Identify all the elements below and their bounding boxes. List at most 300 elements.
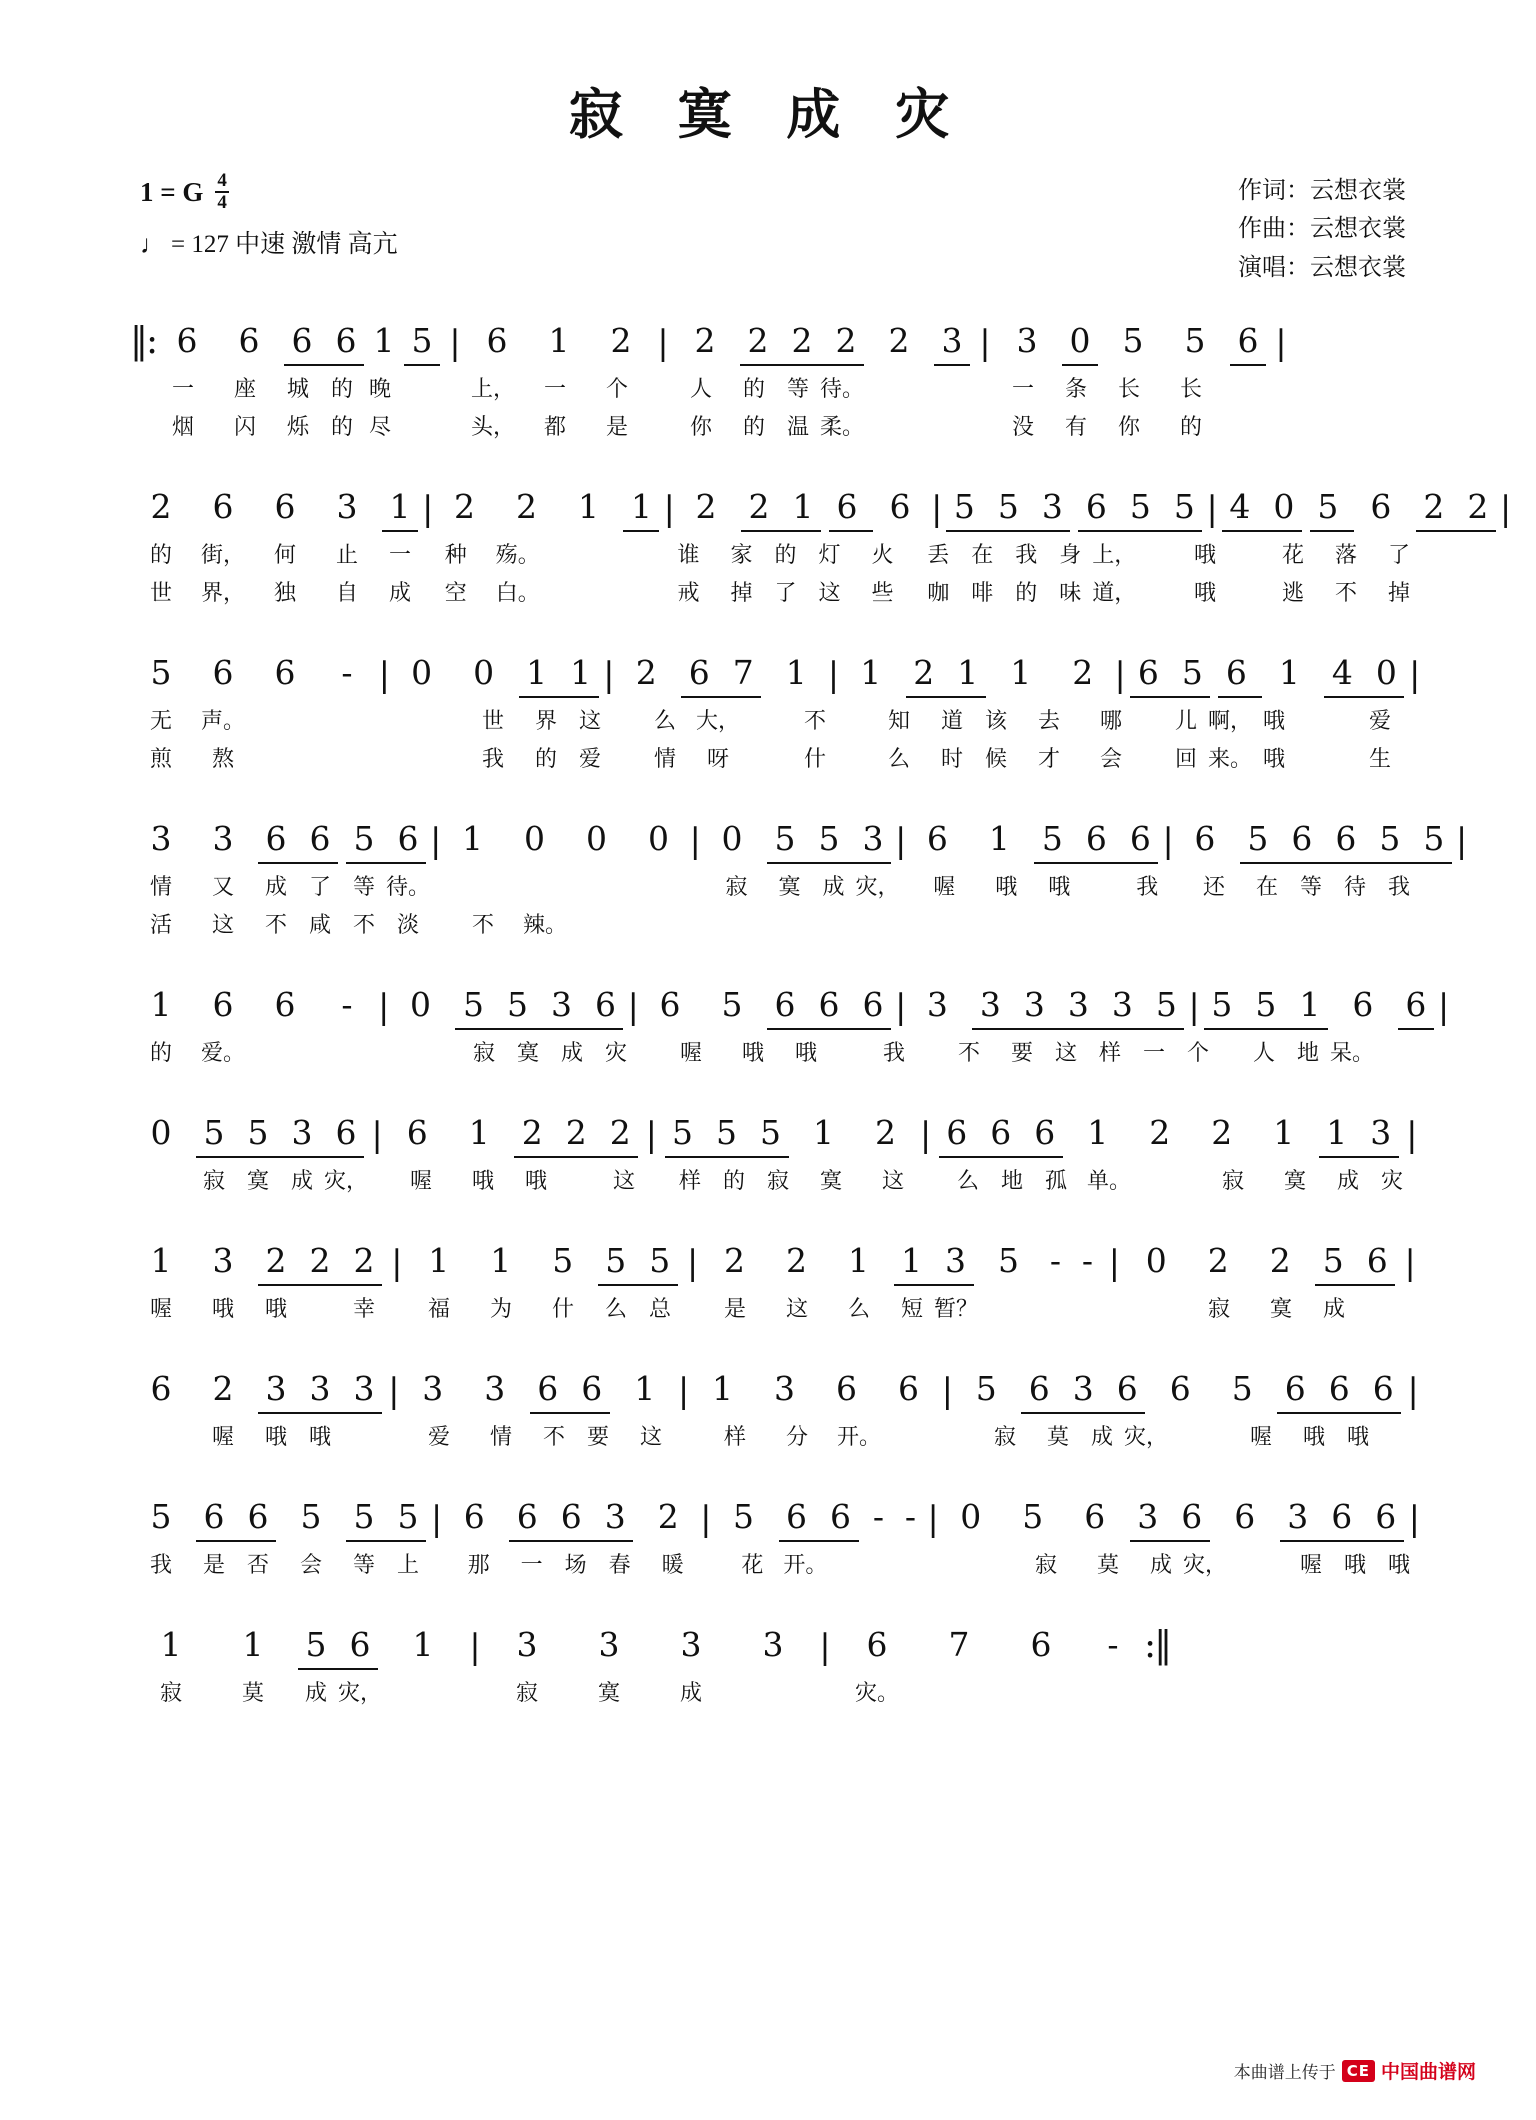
lyric: 落 xyxy=(1334,543,1357,569)
lyric: 成 xyxy=(1090,1425,1113,1451)
lyric: 这 xyxy=(818,581,841,607)
note: - xyxy=(1081,1241,1094,1281)
lyric: 不 xyxy=(957,1041,980,1067)
barline: | xyxy=(1455,821,1468,862)
note: 3 xyxy=(926,985,948,1025)
note: 3 xyxy=(212,819,234,859)
lyric: 世 xyxy=(149,581,172,607)
lyric: 界 xyxy=(534,709,557,735)
note: 1 xyxy=(813,1113,834,1153)
lyric: 成 xyxy=(822,875,845,901)
note: 3 xyxy=(1016,321,1038,361)
note: 6 xyxy=(280,321,324,370)
note: 2 xyxy=(212,1369,234,1409)
lyric: 哦 xyxy=(1388,1553,1411,1579)
lyric: 等 xyxy=(786,377,809,403)
lyric: 这 xyxy=(639,1425,662,1451)
barline: | xyxy=(700,1499,712,1540)
system-6 xyxy=(130,1104,1421,1198)
note: 5 xyxy=(150,653,172,693)
lyric: 寂 xyxy=(515,1681,538,1707)
lyric: 声。 xyxy=(200,709,245,735)
lyric: 哦 xyxy=(524,1169,547,1195)
note: 6 xyxy=(659,985,681,1025)
note: 6 xyxy=(763,985,807,1034)
barline: | xyxy=(663,489,675,530)
note: 1 xyxy=(1010,653,1032,693)
lyric: 你 xyxy=(689,415,712,441)
note: 6 xyxy=(505,1497,549,1546)
credit-composer: 作曲：云想衣裳 xyxy=(1238,214,1406,243)
note: 5 xyxy=(1368,819,1412,868)
note: 3 xyxy=(422,1369,444,1409)
lyric: 等 xyxy=(352,1553,375,1579)
note: 6 xyxy=(851,985,895,1034)
lyric: 么 xyxy=(956,1169,979,1195)
lyric: 味 xyxy=(1059,581,1082,607)
note: 6 xyxy=(1320,1497,1364,1546)
note: 5 xyxy=(986,487,1030,536)
lyric: 道 xyxy=(940,709,963,735)
lyric: 长 xyxy=(1179,377,1202,403)
note: 6 xyxy=(570,1369,614,1418)
note: 3 xyxy=(336,487,358,527)
note: 6 xyxy=(836,1369,857,1409)
lyric: 待 xyxy=(1343,875,1366,901)
note: 5 xyxy=(1412,819,1456,868)
lyric: 灯 xyxy=(818,543,841,569)
footer-watermark xyxy=(1234,2057,1476,2084)
note: 2 xyxy=(1211,1113,1233,1153)
lyric: 一 xyxy=(520,1553,543,1579)
note: 6 xyxy=(1370,487,1392,527)
note: 6 xyxy=(238,321,260,361)
note: 5 xyxy=(1022,1497,1044,1537)
site-logo-icon: CE xyxy=(1342,2060,1375,2082)
note: 5 xyxy=(942,487,986,536)
lyric: 短 xyxy=(900,1297,923,1323)
lyric: 那 xyxy=(467,1553,490,1579)
lyric: 喔 xyxy=(933,875,956,901)
note: 6 xyxy=(324,321,368,370)
note: 5 xyxy=(733,1497,754,1537)
note: 1 xyxy=(860,653,882,693)
lyric: 总 xyxy=(648,1297,671,1323)
lyric: 哪 xyxy=(1099,709,1122,735)
note: 1 xyxy=(412,1625,434,1665)
lyric: 的 xyxy=(330,415,353,441)
note: 0 xyxy=(585,819,607,859)
note: 6 xyxy=(1226,321,1270,370)
lyric: 待。 xyxy=(820,377,865,403)
lyric: 灾 xyxy=(1380,1169,1403,1195)
lyric: 种 xyxy=(444,543,467,569)
barline: | xyxy=(645,1115,658,1156)
note: 3 xyxy=(1030,487,1074,536)
note: 2 xyxy=(1072,653,1094,693)
lyric: 灾。 xyxy=(854,1681,899,1707)
lyric: 样 xyxy=(678,1169,701,1195)
lyric: 不 xyxy=(542,1425,565,1451)
lyric: 样 xyxy=(723,1425,746,1451)
note: 1 xyxy=(515,653,559,702)
lyric: 上， xyxy=(1092,543,1137,569)
note: 1 xyxy=(559,653,603,702)
lyric: 个 xyxy=(1186,1041,1209,1067)
lyric: 的 xyxy=(149,1041,172,1067)
note: 0 xyxy=(960,1497,982,1537)
note: 6 xyxy=(254,819,298,868)
system-8 xyxy=(130,1360,1421,1454)
note: 2 xyxy=(342,1241,386,1290)
lyric: 都 xyxy=(543,415,566,441)
lyric: 大， xyxy=(696,709,741,735)
note: 5 xyxy=(1170,653,1214,702)
lyric: 咸 xyxy=(308,913,331,939)
note: 2 xyxy=(635,653,657,693)
note: 6 xyxy=(1355,1241,1399,1290)
note: 1 xyxy=(890,1241,934,1290)
note: 6 xyxy=(549,1497,593,1546)
note: 5 xyxy=(1118,487,1162,536)
lyric: 爱。 xyxy=(200,1041,245,1067)
note: 1 xyxy=(1315,1113,1359,1162)
lyric: 个 xyxy=(605,377,628,403)
note: 1 xyxy=(988,819,1010,859)
lyric: 何 xyxy=(273,543,296,569)
barline: | xyxy=(819,1627,831,1668)
note: 2 xyxy=(1149,1113,1171,1153)
lyric: 的 xyxy=(330,377,353,403)
note: 6 xyxy=(236,1497,280,1546)
lyric: 暂？ xyxy=(934,1297,979,1323)
note: 6 xyxy=(1126,653,1170,702)
lyric: 寂 xyxy=(1207,1297,1230,1323)
system-9 xyxy=(130,1488,1421,1582)
lyric: 灾， xyxy=(855,875,900,901)
barline: | xyxy=(827,655,840,696)
note: 1 xyxy=(378,487,422,536)
barline: | xyxy=(627,987,639,1028)
lyric: 爱 xyxy=(427,1425,450,1451)
lyric: 候 xyxy=(984,747,1007,773)
lyric: 回 xyxy=(1174,747,1197,773)
lyric: 辣。 xyxy=(522,913,567,939)
lyric: 开。 xyxy=(783,1553,828,1579)
note: 5 xyxy=(1030,819,1074,868)
barline: | xyxy=(1108,1243,1121,1284)
note: 6 xyxy=(212,653,234,693)
note: 5 xyxy=(763,819,807,868)
barline: | xyxy=(391,1243,403,1284)
barline: | xyxy=(422,489,434,530)
lyric: 寂 xyxy=(1035,1553,1058,1579)
system-7 xyxy=(130,1232,1421,1326)
lyric: 哦 xyxy=(995,875,1018,901)
lyric: 寂 xyxy=(1221,1169,1244,1195)
note: 6 xyxy=(898,1369,919,1409)
lyric: 了 xyxy=(1387,543,1410,569)
lyric: 身 xyxy=(1059,543,1082,569)
barline: | xyxy=(1275,323,1287,364)
lyric: 地 xyxy=(1296,1041,1319,1067)
lyric: 道， xyxy=(1092,581,1137,607)
lyric: 长 xyxy=(1117,377,1140,403)
tempo-line xyxy=(140,225,398,264)
barline: | xyxy=(371,1115,383,1156)
lyric: 该 xyxy=(984,709,1007,735)
note: 3 xyxy=(1126,1497,1170,1546)
lyric: 情 xyxy=(653,747,676,773)
lyric: 莫 xyxy=(1046,1425,1069,1451)
note: 2 xyxy=(150,487,172,527)
lyric: 烟 xyxy=(171,415,194,441)
lyric: 喔 xyxy=(679,1041,702,1067)
lyrics-row-verse1 xyxy=(130,372,1421,406)
note: 6 xyxy=(1324,819,1368,868)
lyric: 的 xyxy=(1015,581,1038,607)
credit-singer: 演唱：云想衣裳 xyxy=(1238,252,1406,281)
lyric: 家 xyxy=(730,543,753,569)
lyric: 爱 xyxy=(578,747,601,773)
barline: | xyxy=(469,1627,481,1668)
note: 5 xyxy=(721,985,743,1025)
notes-row xyxy=(130,1232,1421,1290)
lyric: 了 xyxy=(308,875,331,901)
lyric: 么 xyxy=(653,709,676,735)
note: 0 xyxy=(1058,321,1102,370)
lyrics-row-verse1 xyxy=(130,538,1421,572)
lyric: 啊， xyxy=(1208,709,1253,735)
lyrics-row-verse2 xyxy=(130,410,1421,444)
lyric: 寞 xyxy=(1269,1297,1292,1323)
lyric: 哦 xyxy=(1193,543,1216,569)
system-2 xyxy=(130,478,1512,610)
lyric: 人 xyxy=(1252,1041,1275,1067)
lyric: 活 xyxy=(149,913,172,939)
lyric: 成 xyxy=(388,581,411,607)
lyric: 孤 xyxy=(1044,1169,1067,1195)
system-1 xyxy=(130,312,1421,444)
lyric: 一 xyxy=(1011,377,1034,403)
notes-row xyxy=(130,478,1512,536)
lyric: 等 xyxy=(1299,875,1322,901)
lyric: 座 xyxy=(233,377,256,403)
note: 0 xyxy=(721,819,743,859)
lyric: 否 xyxy=(246,1553,269,1579)
barline: | xyxy=(894,821,907,862)
lyric: 这 xyxy=(578,709,601,735)
note: 1 xyxy=(577,487,599,527)
note: 0 xyxy=(409,985,431,1025)
lyric: 的 xyxy=(1179,415,1202,441)
lyric: 哦 xyxy=(1344,1553,1367,1579)
lyric: 灾， xyxy=(1183,1553,1228,1579)
note: 2 xyxy=(598,1113,642,1162)
note: 6 xyxy=(583,985,627,1034)
lyric: 掉 xyxy=(730,581,753,607)
lyric: 寞 xyxy=(819,1169,842,1195)
note: 3 xyxy=(934,1241,978,1290)
note: 6 xyxy=(1023,1113,1067,1162)
lyric: 暖 xyxy=(661,1553,684,1579)
lyric: 不 xyxy=(352,913,375,939)
note: 6 xyxy=(486,321,508,361)
note: 5 xyxy=(495,985,539,1034)
lyric: 城 xyxy=(286,377,309,403)
lyric: 寞 xyxy=(597,1681,620,1707)
lyric: 的 xyxy=(534,747,557,773)
lyric: 儿 xyxy=(1174,709,1197,735)
note: 6 xyxy=(1169,1369,1191,1409)
note: 1 xyxy=(634,1369,656,1409)
lyric: 寞 xyxy=(778,875,801,901)
lyrics-row-verse1 xyxy=(130,1676,1421,1710)
barline: | xyxy=(378,987,390,1028)
lyric: 地 xyxy=(1000,1169,1023,1195)
note: 6 xyxy=(1118,819,1162,868)
note: 6 xyxy=(1105,1369,1149,1418)
lyric: 头， xyxy=(470,415,515,441)
note: 0 xyxy=(150,1113,172,1153)
note: 6 xyxy=(979,1113,1023,1162)
lyric: 止 xyxy=(335,543,358,569)
note: 3 xyxy=(516,1625,538,1665)
lyric: 这 xyxy=(211,913,234,939)
note: 6 xyxy=(1273,1369,1317,1418)
note: 2 xyxy=(515,487,537,527)
note: 2 xyxy=(724,1241,745,1281)
sheet-music-page xyxy=(0,72,1536,2120)
note: 6 xyxy=(1280,819,1324,868)
note: 5 xyxy=(1306,487,1350,536)
note: 5 xyxy=(594,1241,638,1290)
lyric: 又 xyxy=(211,875,234,901)
note: 6 xyxy=(1352,985,1374,1025)
lyric: 丢 xyxy=(927,543,950,569)
lyric: 一 xyxy=(1142,1041,1165,1067)
barline: | xyxy=(449,323,461,364)
barline: | xyxy=(657,323,669,364)
lyrics-row-verse1 xyxy=(130,704,1421,738)
note: 3 xyxy=(968,985,1012,1034)
barline: | xyxy=(927,1499,939,1540)
lyric: 灾， xyxy=(338,1681,383,1707)
lyric: 寂 xyxy=(766,1169,789,1195)
system-10 xyxy=(130,1616,1421,1710)
barline: | xyxy=(894,987,907,1028)
barline: | xyxy=(1406,1115,1418,1156)
note: 6 xyxy=(324,1113,368,1162)
lyric: 爱 xyxy=(1368,709,1391,735)
lyric: 哦 xyxy=(794,1041,817,1067)
note: 3 xyxy=(762,1625,784,1665)
lyric: 么 xyxy=(604,1297,627,1323)
note: 6 xyxy=(406,1113,428,1153)
barline: | xyxy=(430,821,442,862)
note: 2 xyxy=(694,321,716,361)
notes-row xyxy=(130,1616,1421,1674)
note: 3 xyxy=(484,1369,506,1409)
barline: | xyxy=(686,1243,699,1284)
notes-row xyxy=(130,1104,1421,1162)
lyric: 我 xyxy=(1136,875,1159,901)
lyric: 自 xyxy=(335,581,358,607)
note: 1 xyxy=(1288,985,1332,1034)
note: 1 xyxy=(242,1625,264,1665)
lyric: 哦 xyxy=(264,1297,287,1323)
tempo-text: = 127 中速 激情 高亢 xyxy=(171,230,398,258)
lyric: 时 xyxy=(940,747,963,773)
note: 2 xyxy=(298,1241,342,1290)
note: 6 xyxy=(1074,819,1118,868)
lyric: 白。 xyxy=(495,581,540,607)
note: 3 xyxy=(1276,1497,1320,1546)
notes-row xyxy=(130,810,1468,868)
note: 5 xyxy=(661,1113,705,1162)
header-row xyxy=(60,171,1476,286)
barline: | xyxy=(1404,1243,1416,1284)
lyric: 喔 xyxy=(211,1425,234,1451)
note: 6 xyxy=(1317,1369,1361,1418)
note: 5 xyxy=(1200,985,1244,1034)
lyric: 喔 xyxy=(1300,1553,1323,1579)
lyric: 寞 xyxy=(516,1041,539,1067)
note: 0 xyxy=(473,653,495,693)
note: 3 xyxy=(539,985,583,1034)
lyric: 哦 xyxy=(1193,581,1216,607)
lyric: 上， xyxy=(470,377,515,403)
lyric: 么 xyxy=(887,747,910,773)
lyric: 待。 xyxy=(386,875,431,901)
note: 6 xyxy=(274,985,296,1025)
note: 2 xyxy=(736,321,780,370)
note: 3 xyxy=(930,321,974,370)
lyric: 了 xyxy=(774,581,797,607)
lyric: 这 xyxy=(881,1169,904,1195)
lyric: 分 xyxy=(785,1425,808,1451)
lyric: 的 xyxy=(742,415,765,441)
note: 5 xyxy=(1144,985,1188,1034)
key-signature: 1 = G xyxy=(140,176,204,207)
notes-row xyxy=(130,644,1421,702)
lyric: 哦 xyxy=(471,1169,494,1195)
note: 6 xyxy=(825,487,869,536)
note: 3 xyxy=(280,1113,324,1162)
note: 5 xyxy=(749,1113,793,1162)
note: 7 xyxy=(721,653,765,702)
barline: | xyxy=(979,323,991,364)
note: 5 xyxy=(975,1369,997,1409)
note: 3 xyxy=(254,1369,298,1418)
system-3 xyxy=(130,644,1421,776)
lyric: 戒 xyxy=(677,581,700,607)
note: 6 xyxy=(1214,653,1258,702)
lyric: 我 xyxy=(481,747,504,773)
note: 6 xyxy=(1084,1497,1106,1537)
note: 1 xyxy=(848,1241,869,1281)
lyric: 淡 xyxy=(396,913,419,939)
note: 3 xyxy=(342,1369,386,1418)
lyric: 寂 xyxy=(472,1041,495,1067)
lyric: 没 xyxy=(1011,415,1034,441)
lyric: 这 xyxy=(612,1169,635,1195)
site-name[interactable]: 中国曲谱网 xyxy=(1380,2061,1476,2083)
time-signature xyxy=(215,171,229,213)
note: 5 xyxy=(705,1113,749,1162)
lyric: 灾， xyxy=(324,1169,369,1195)
note: 5 xyxy=(1236,819,1280,868)
